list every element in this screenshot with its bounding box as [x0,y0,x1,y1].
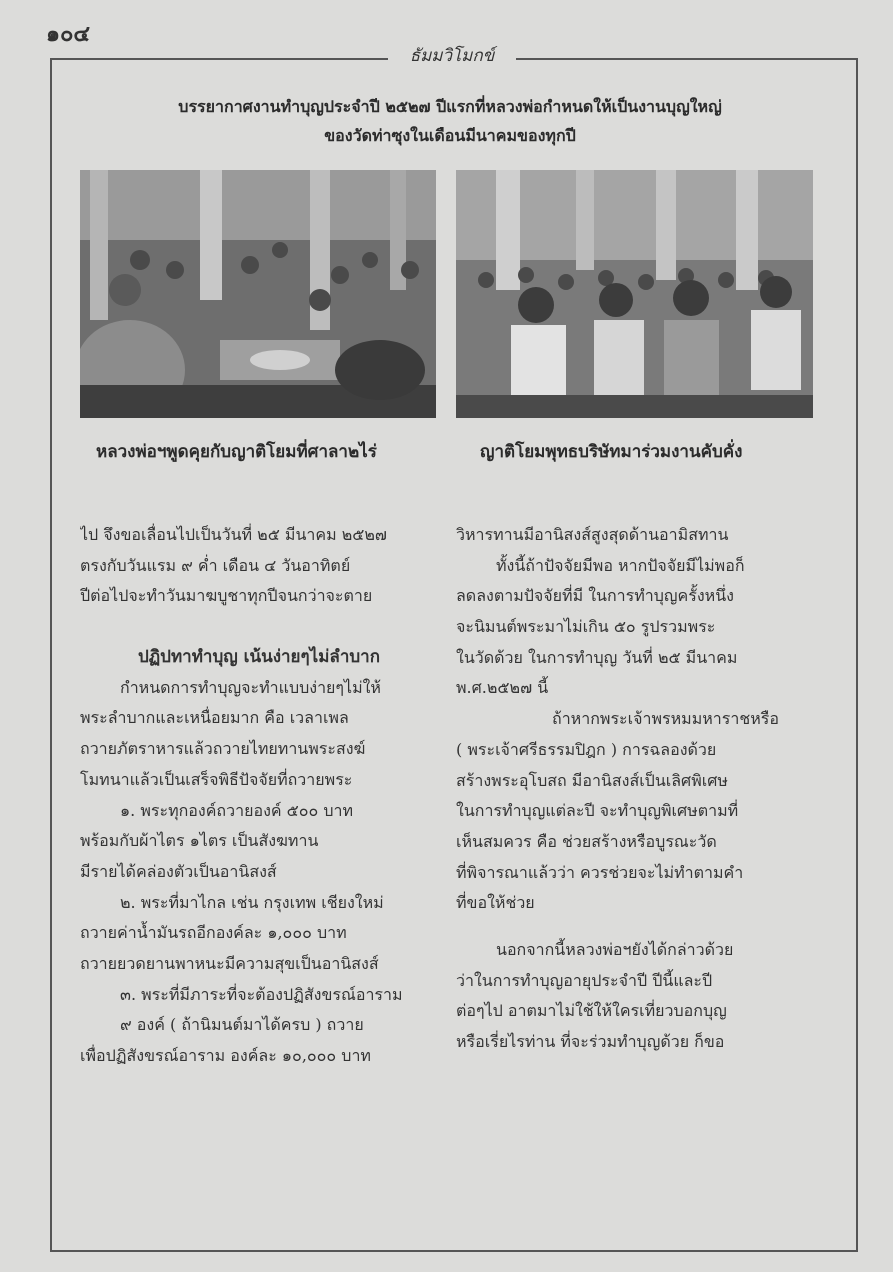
body-line: ( พระเจ้าศรีธรรมปิฎก ) การฉลองด้วย [456,739,717,759]
body-line: จะนิมนต์พระมาไม่เกิน ๕๐ รูปรวมพระ [456,617,716,637]
list-item: ๓. พระที่มีภาระที่จะต้องปฏิสังขรณ์อาราม [120,984,403,1004]
headline-line-2: ของวัดท่าซุงในเดือนมีนาคมของทุกปี [324,126,576,145]
headline [80,92,820,150]
body-line: ในวัดด้วย ในการทำบุญ วันที่ ๒๕ มีนาคม [456,647,738,667]
body-line: ต่อๆไป อาตมาไม่ใช้ให้ใครเที่ยวบอกบุญ [456,1001,727,1021]
body-line: ไป จึงขอเลื่อนไปเป็นวันที่ ๒๕ มีนาคม ๒๕๒๗ [80,525,387,544]
body-line: กำหนดการทำบุญจะทำแบบง่ายๆไม่ให้ [120,677,381,697]
photo-monk-with-devotees [80,170,436,418]
body-line: ถวายค่าน้ำมันรถอีกองค์ละ ๑,๐๐๐ บาท [80,923,347,943]
photo-caption-left: หลวงพ่อฯพูดคุยกับญาติโยมที่ศาลา๒ไร่ [96,442,377,462]
body-line: เพื่อปฏิสังขรณ์อาราม องค์ละ ๑๐,๐๐๐ บาท [80,1046,371,1065]
running-header: ธัมมวิโมกข์ [388,42,516,69]
body-line: ที่พิจารณาแล้วว่า ควรช่วยจะไม่ทำตามคำ [456,862,744,882]
photo-caption-right: ญาติโยมพุทธบริษัทมาร่วมงานคับคั่ง [480,442,743,462]
list-item: ๑. พระทุกองค์ถวายองค์ ๕๐๐ บาท [120,800,354,820]
body-line: เห็นสมควร คือ ช่วยสร้างหรือบูรณะวัด [456,831,717,851]
body-line: ถ้าหากพระเจ้าพรหมมหาราชหรือ [552,709,779,729]
body-line: ตรงกับวันแรม ๙ ค่ำ เดือน ๔ วันอาทิตย์ [80,555,351,575]
section-subheading: ปฏิปทาทำบุญ เน้นง่ายๆไม่ลำบาก [137,647,381,668]
page-number: ๑๐๔ [46,21,91,47]
body-line: พระลำบากและเหนื่อยมาก คือ เวลาเพล [80,708,349,728]
body-line: ทั้งนี้ถ้าปัจจัยมีพอ หากปัจจัยมีไม่พอก็ [496,555,745,575]
photo-monk-with-devotees-image [80,170,436,418]
body-line: ว่าในการทำบุญอายุประจำปี ปีนี้และปี [456,970,713,990]
photo-devotees-crowd-image [456,170,813,418]
body-line: ๙ องค์ ( ถ้านิมนต์มาได้ครบ ) ถวาย [120,1015,364,1035]
body-line: หรือเรี่ยไรท่าน ที่จะร่วมทำบุญด้วย ก็ขอ [456,1032,725,1051]
body-line: สร้างพระอุโบสถ มีอานิสงส์เป็นเลิศพิเศษ [456,770,728,790]
list-item: ๒. พระที่มาไกล เช่น กรุงเทพ เชียงใหม่ [120,892,384,912]
body-line: นอกจากนี้หลวงพ่อฯยังได้กล่าวด้วย [496,939,734,959]
body-line: พ.ศ.๒๕๒๗ นี้ [456,678,549,698]
body-line: ถวายยวดยานพาหนะมีความสุขเป็นอานิสงส์ [80,953,379,973]
body-line: โมทนาแล้วเป็นเสร็จพิธีปัจจัยที่ถวายพระ [80,769,353,789]
body-line: ในการทำบุญแต่ละปี จะทำบุญพิเศษตามที่ [456,801,739,821]
right-text-column [456,520,816,1058]
left-text-column [80,520,438,1072]
headline-line-1: บรรยากาศงานทำบุญประจำปี ๒๕๒๗ ปีแรกที่หลวงพ่อกำหนดให้เป็นงานบุญใหญ่ [178,97,722,116]
photo-devotees-crowd [456,170,813,418]
body-line: ปีต่อไปจะทำวันมาฆบูชาทุกปีจนกว่าจะตาย [80,586,373,606]
body-line: ที่ขอให้ช่วย [456,893,535,913]
body-line: ลดลงตามปัจจัยที่มี ในการทำบุญครั้งหนึ่ง [456,586,734,606]
body-line: มีรายได้คล่องตัวเป็นอานิสงส์ [80,861,277,881]
body-line: ถวายภัตราหารแล้วถวายไทยทานพระสงฆ์ [80,739,366,759]
body-line: วิหารทานมีอานิสงส์สูงสุดด้านอามิสทาน [456,525,729,544]
body-line: พร้อมกับผ้าไตร ๑ไตร เป็นสังฆทาน [80,831,319,851]
